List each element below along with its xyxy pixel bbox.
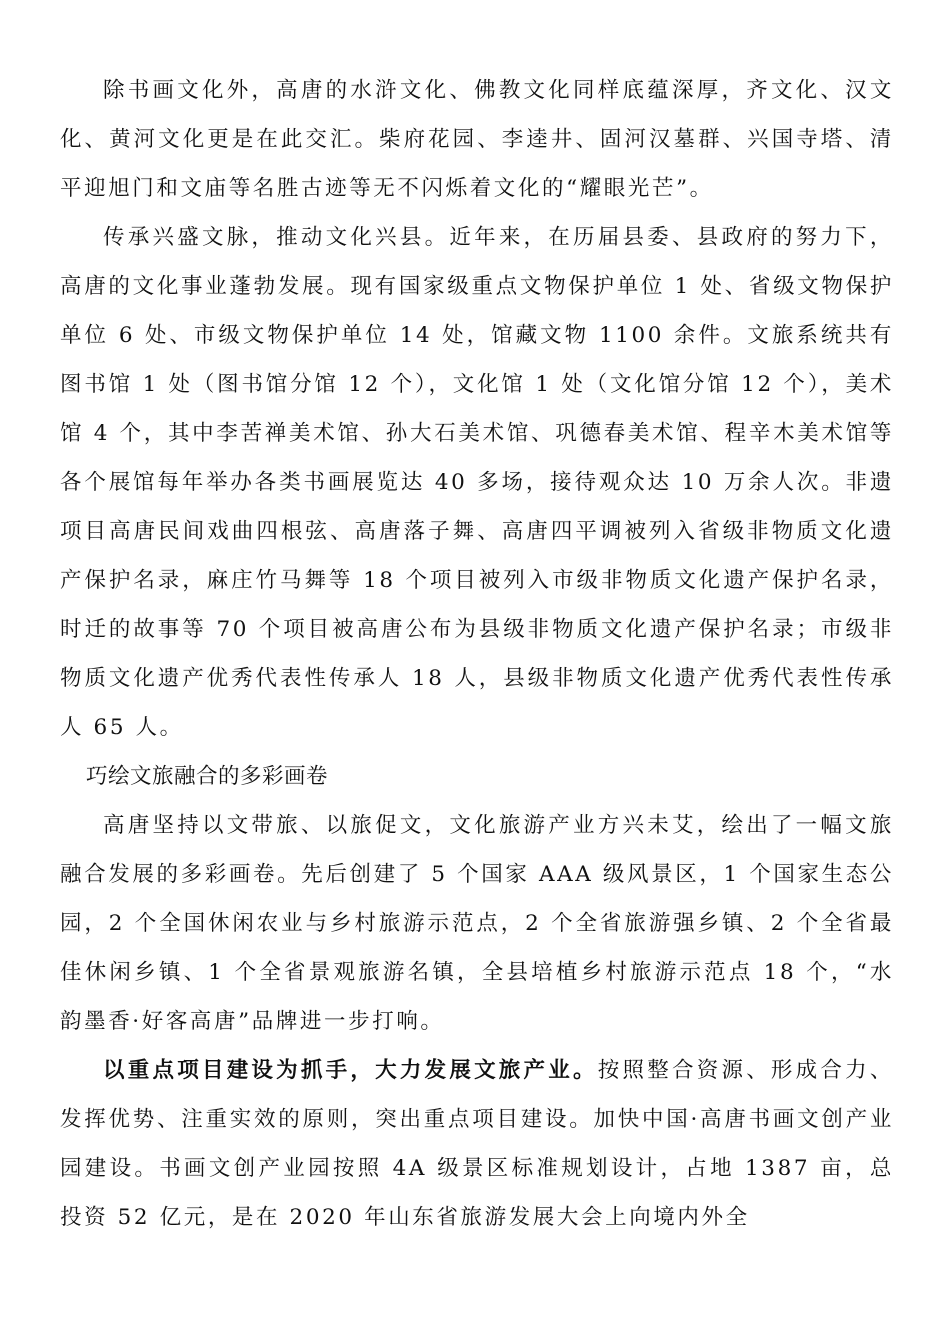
paragraph-key-projects [60, 1046, 894, 1242]
paragraph-tourism-integration: 高唐坚持以文带旅、以旅促文，文化旅游产业方兴未艾，绘出了一幅文旅融合发展的多彩画卷。先后创建了 5 个国家 AAA 级风景区，1 个国家生态公园，2 个全国休闲农业与乡村旅游示范点，2 个全省旅游强乡镇、2 个全省最佳休闲乡镇、1 个全省景观旅游名镇，全县培植乡村旅游示范点 18 个，“水韵墨香·好客高唐”品牌进一步打响。 [60, 813, 894, 1034]
section-heading: 巧绘文旅融合的多彩画卷 [86, 764, 329, 789]
paragraph-lead-bold: 以重点项目建设为抓手，大力发展文旅产业。 [103, 1058, 598, 1083]
paragraph-cultural-development: 传承兴盛文脉，推动文化兴县。近年来，在历届县委、县政府的努力下，高唐的文化事业蓬勃发展。现有国家级重点文物保护单位 1 处、省级文物保护单位 6 处、市级文物保护单位 14 处，馆藏文物 1100 余件。文旅系统共有图书馆 1 处（图书馆分馆 12 个），文化馆 1 处（文化馆分馆 12 个），美术馆 4 个，其中李苦禅美术馆、孙大石美术馆、巩德春美术馆、程辛木美术馆等各个展馆每年举办各类书画展览达 40 多场，接待观众达 10 万余人次。非遗项目高唐民间戏曲四根弦、高唐落子舞、高唐四平调被列入省级非物质文化遗产保护名录，麻庄竹马舞等 18 个项目被列入市级非物质文化遗产保护名录，时迁的故事等 70 个项目被高唐公布为县级非物质文化遗产保护名录；市级非物质文化遗产优秀代表性传承人 18 人，县级非物质文化遗产优秀代表性传承人 65 人。 [60, 225, 894, 740]
paragraph-cultural-heritage: 除书画文化外，高唐的水浒文化、佛教文化同样底蕴深厚，齐文化、汉文化、黄河文化更是在此交汇。柴府花园、李逵井、固河汉墓群、兴国寺塔、清平迎旭门和文庙等名胜古迹等无不闪烁着文化的“耀眼光芒”。 [60, 78, 894, 201]
paragraph-body: 按照整合资源、形成合力、发挥优势、注重实效的原则，突出重点项目建设。加快中国·高唐书画文创产业园建设。书画文创产业园按照 4A 级景区标准规划设计，占地 1387 亩，总投资 52 亿元，是在 2020 年山东省旅游发展大会上向境内外全 [60, 1058, 894, 1230]
